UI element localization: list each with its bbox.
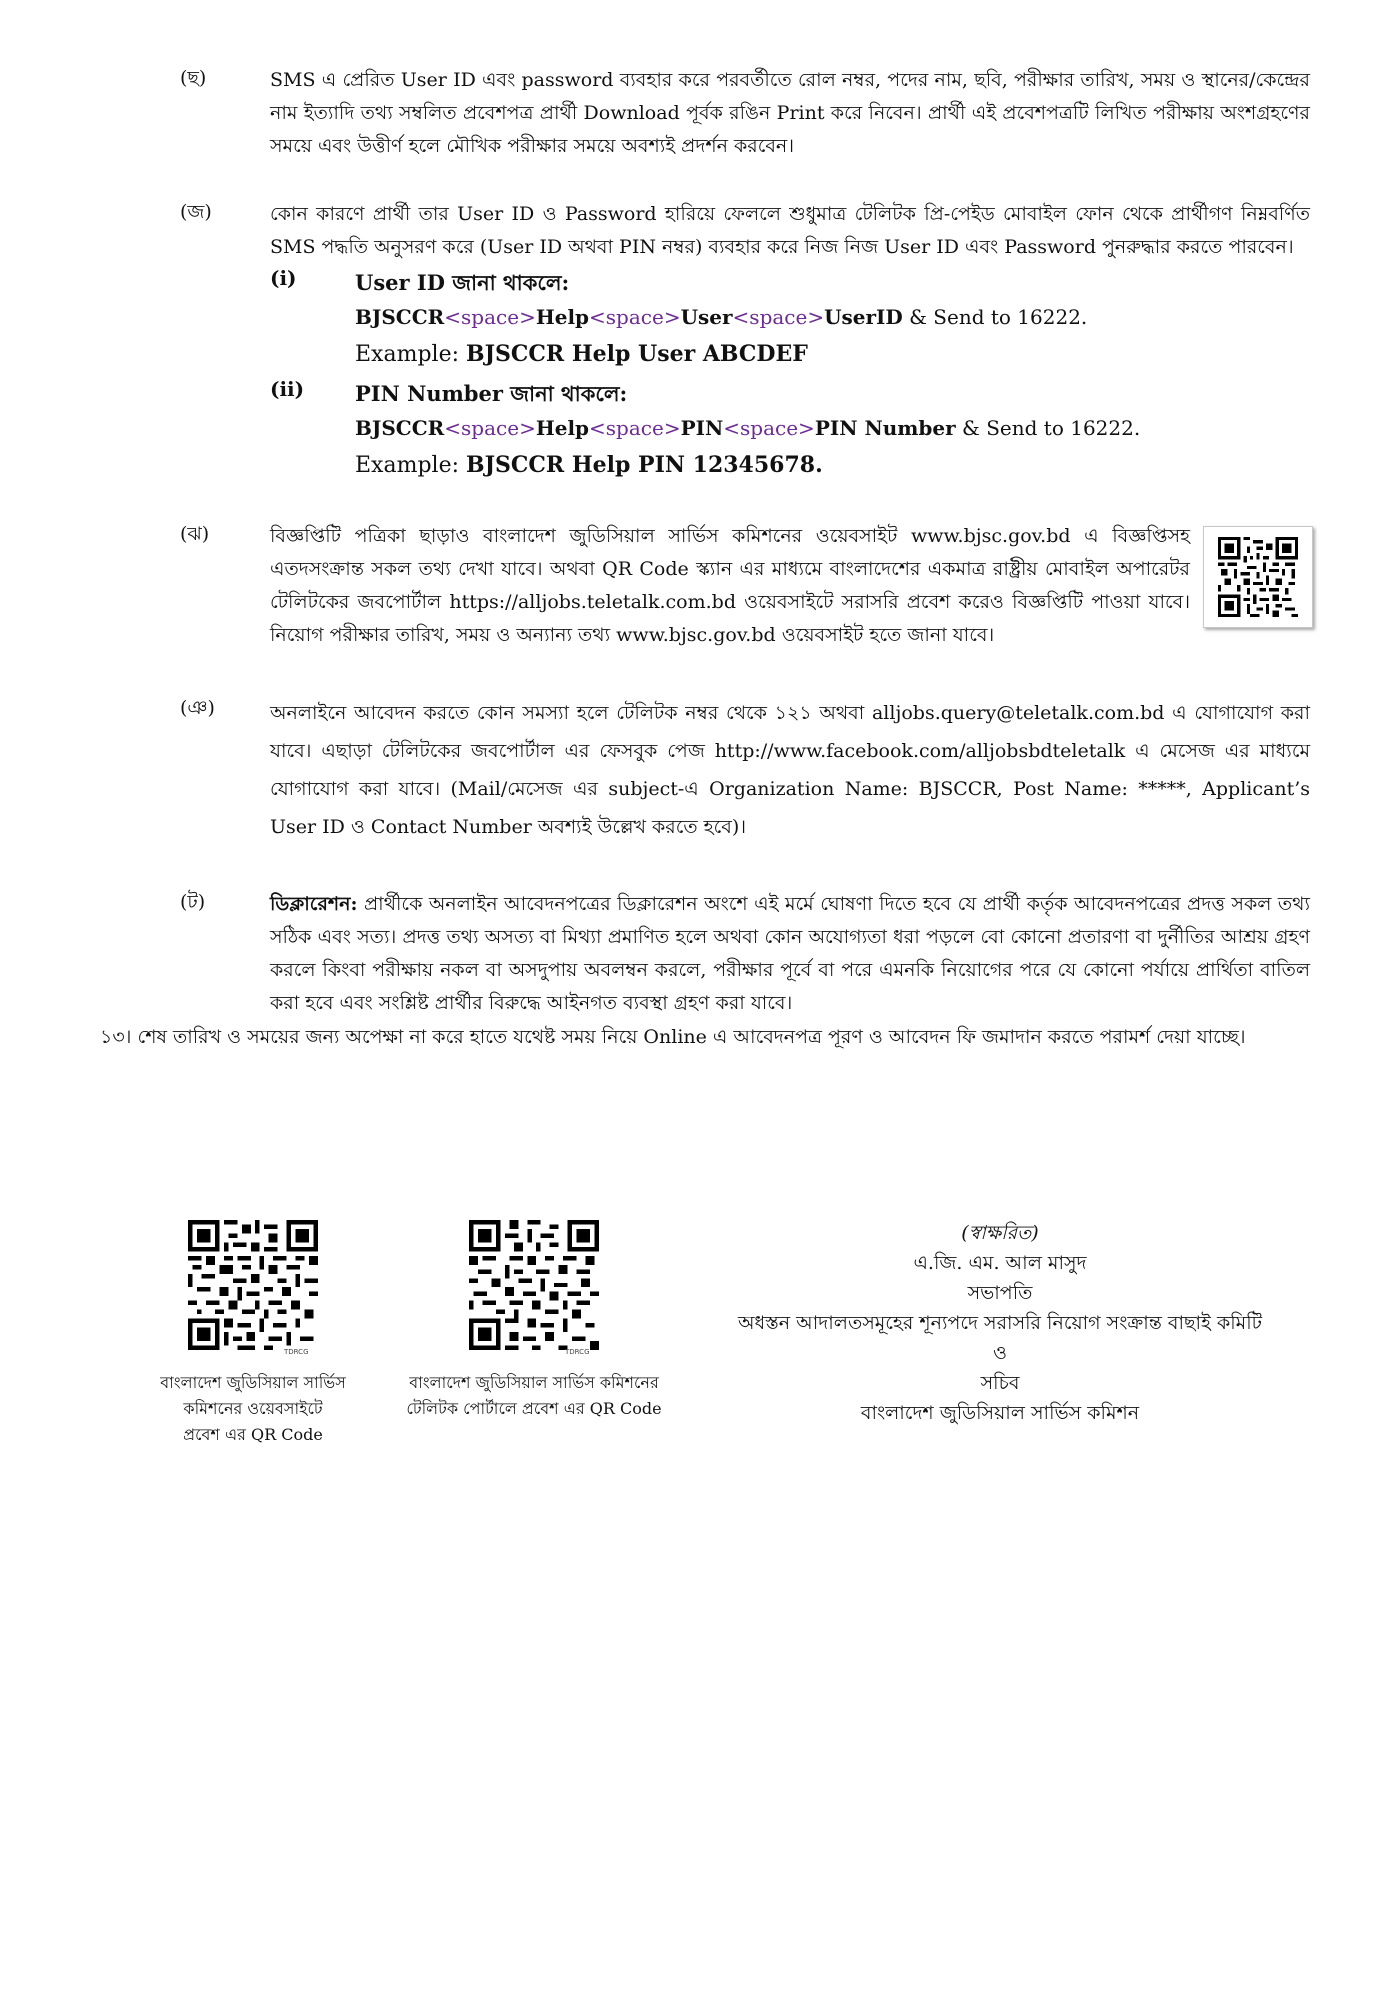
clause-ja xyxy=(180,198,1310,486)
sms-command: BJSCCR<space>Help<space>PIN<space>PIN Number & Send to 16222. xyxy=(355,416,1141,440)
clause-marker: (ঞ) xyxy=(180,697,215,719)
clause-marker: (জ) xyxy=(180,201,212,223)
sms-command: BJSCCR<space>Help<space>User<space>UserID & Send to 16222. xyxy=(355,305,1088,329)
signatory-name: এ.জি. এম. আল মাসুদ xyxy=(913,1252,1087,1274)
clause-text: কোন কারণে প্রার্থী তার User ID ও Password হারিয়ে ফেললে শুধুমাত্র টেলিটক প্রি-পেইড মোবাইল ফোন থেকে প্রার্থীগণ নিম্নবর্ণিত SMS পদ্ধতি অনুসরণ করে (User ID অথবা PIN নম্বর) ব্যবহার করে নিজ নিজ User ID এবং Password পুনরুদ্ধার করতে পারবেন। xyxy=(270,203,1310,258)
qr-tag: TDRCG xyxy=(284,1348,309,1356)
bjsc-website-qr-caption: বাংলাদেশ জুডিসিয়াল সার্ভিস কমিশনের ওয়েবসাইটে প্রবেশ এর QR Code xyxy=(160,1373,346,1444)
organization-name: বাংলাদেশ জুডিসিয়াল সার্ভিস কমিশন xyxy=(860,1402,1140,1424)
clause-text: SMS এ প্রেরিত User ID এবং password ব্যবহার করে পরবর্তীতে রোল নম্বর, পদের নাম, ছবি, পরীক্ষার তারিখ, সময় ও স্থানের/কেন্দ্রের নাম ইত্যাদি তথ্য সম্বলিত প্রবেশপত্র প্রার্থী Download পূর্বক রঙিন Print করে নিবেন। প্রার্থী এই প্রবেশপত্রটি লিখিত পরীক্ষায় অংশগ্রহণের সময়ে এবং উত্তীর্ণ হলে মৌখিক পরীক্ষার সময়ে অবশ্যই প্রদর্শন করবেন। xyxy=(270,69,1310,157)
sms-method-pin xyxy=(270,377,1310,486)
clause-nya xyxy=(180,694,1310,846)
qr-code-icon xyxy=(188,1220,318,1350)
sms-method-userid xyxy=(270,266,1310,375)
sub-number: (ii) xyxy=(270,377,305,401)
sub-title: PIN Number জানা থাকলে: xyxy=(355,381,628,406)
clause-text: ডিক্লারেশন: প্রার্থীকে অনলাইন আবেদনপত্রের ডিক্লারেশন অংশে এই মর্মে ঘোষণা দিতে হবে যে প্রার্থী কর্তৃক আবেদনপত্রের প্রদত্ত সকল তথ্য সঠিক এবং সত্য। প্রদত্ত তথ্য অসত্য বা মিথ্যা প্রমাণিত হলে অথবা কোন অযোগ্যতা ধরা পড়লে বো কোনো প্রতারণা বা দুর্নীতির আশ্রয় গ্রহণ করলে কিংবা পরীক্ষায় নকল বা অসদুপায় অবলম্বন করলে, পরীক্ষার পূর্বে বা পরে এমনকি নিয়োগের পরে যে কোনো পর্যায়ে প্রার্থিতা বাতিল করা হবে এবং সংশ্লিষ্ট প্রার্থীর বিরুদ্ধে আইনগত ব্যবস্থা গ্রহণ করা যাবে। xyxy=(270,893,1310,1014)
teletalk-qr-code-small[interactable] xyxy=(1203,526,1313,628)
clause-marker: (ছ) xyxy=(180,67,207,89)
sms-example: Example: BJSCCR Help User ABCDEF xyxy=(355,341,808,367)
bjsc-website-qr-code[interactable] xyxy=(188,1220,318,1354)
sms-example: Example: BJSCCR Help PIN 12345678. xyxy=(355,452,823,478)
clause-chha xyxy=(180,64,1310,163)
declaration-label: ডিক্লারেশন: xyxy=(270,893,358,915)
qr-code-icon xyxy=(469,1220,599,1350)
clause-text: অনলাইনে আবেদন করতে কোন সমস্যা হলে টেলিটক নম্বর থেকে ১২১ অথবা alljobs.query@teletalk.com.bd এ যোগাযোগ করা যাবে। এছাড়া টেলিটকের জবপোর্টাল এর ফেসবুক পেজ http://www.facebook.com/alljobsbdteletalk এ মেসেজ এর মাধ্যমে যোগাযোগ করা যাবে। (Mail/মেসেজ এর subject-এ Organization Name: BJSCCR, Post Name: *****, Applicant’s User ID ও Contact Number অবশ্যই উল্লেখ করতে হবে)। xyxy=(270,702,1310,838)
qr-tag: TDRCG xyxy=(565,1348,590,1356)
conjunction: ও xyxy=(993,1342,1007,1364)
teletalk-portal-qr-code[interactable] xyxy=(469,1220,599,1354)
clause-marker: (ঝ) xyxy=(180,523,210,545)
sub-title: User ID জানা থাকলে: xyxy=(355,270,570,295)
sub-number: (i) xyxy=(270,266,297,290)
teletalk-portal-qr-caption: বাংলাদেশ জুডিসিয়াল সার্ভিস কমিশনের টেলিটক পোর্টালে প্রবেশ এর QR Code xyxy=(406,1373,662,1418)
clause-jha xyxy=(180,520,1310,652)
signatory-role: সভাপতি xyxy=(967,1282,1033,1304)
clause-marker: (ট) xyxy=(180,891,206,913)
signature-block xyxy=(690,1218,1310,1428)
paragraph-13: ১৩। শেষ তারিখ ও সময়ের জন্য অপেক্ষা না করে হাতে যথেষ্ট সময় নিয়ে Online এ আবেদনপত্র পূরণ ও আবেদন ফি জমাদান করতে পরামর্শ দেয়া যাচ্ছে। xyxy=(100,1026,1246,1048)
signed-note: (স্বাক্ষরিত) xyxy=(961,1222,1039,1244)
signatory-role-2: সচিব xyxy=(980,1372,1020,1394)
qr-code-icon xyxy=(1218,537,1298,617)
committee-name: অধস্তন আদালতসমূহের শূন্যপদে সরাসরি নিয়োগ সংক্রান্ত বাছাই কমিটি xyxy=(737,1312,1263,1334)
clause-text: বিজ্ঞপ্তিটি পত্রিকা ছাড়াও বাংলাদেশ জুডিসিয়াল সার্ভিস কমিশনের ওয়েবসাইট www.bjsc.gov.bd এ বিজ্ঞপ্তিসহ এতদসংক্রান্ত সকল তথ্য দেখা যাবে। অথবা QR Code স্ক্যান এর মাধ্যমে বাংলাদেশের একমাত্র রাষ্ট্রীয় মোবাইল অপারেটর টেলিটকের জবপোর্টাল https://alljobs.teletalk.com.bd ওয়েবসাইটে সরাসরি প্রবেশ করেও বিজ্ঞপ্তিটি পাওয়া যাবে। নিয়োগ পরীক্ষার তারিখ, সময় ও অন্যান্য তথ্য www.bjsc.gov.bd ওয়েবসাইট হতে জানা যাবে। xyxy=(270,525,1190,646)
clause-ta xyxy=(180,888,1310,1020)
